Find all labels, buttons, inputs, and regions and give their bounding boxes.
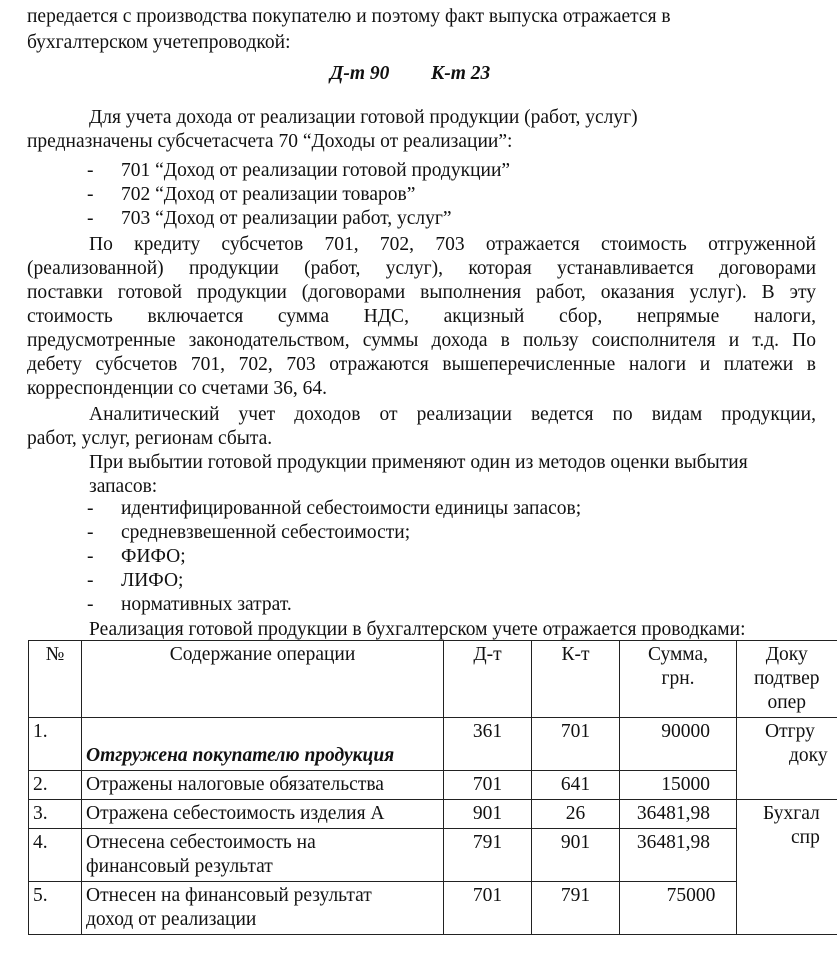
header-debit: Д-т — [444, 641, 532, 718]
para3-line: работ, услуг, регионам сбыта. — [27, 428, 273, 449]
entry-credit: К-т 23 — [431, 63, 491, 84]
header-credit: К-т — [532, 641, 620, 718]
row-num: 1. — [29, 718, 82, 771]
row-num: 5. — [29, 882, 82, 935]
row-document: Отгру доку — [737, 718, 837, 800]
table-row — [29, 829, 837, 882]
table-row — [29, 882, 837, 935]
row-num: 4. — [29, 829, 82, 882]
para2-line: предусмотренные законодательством, суммы дохода в пользу соисполнителя и т.д. По — [27, 330, 816, 351]
row-operation: Отражена себестоимость изделия А — [82, 800, 444, 829]
row-sum: 75000 — [620, 882, 737, 935]
list-item: - 703 “Доход от реализации работ, услуг” — [87, 208, 452, 229]
header-operation: Содержание операции — [82, 641, 444, 718]
para4-line: При выбытии готовой продукции применяют один из методов оценки выбытия — [89, 452, 748, 473]
row-sum: 15000 — [620, 771, 737, 800]
table-row — [29, 800, 837, 829]
row-debit: 701 — [444, 771, 532, 800]
row-debit: 901 — [444, 800, 532, 829]
row-credit: 701 — [532, 718, 620, 771]
para1-line-2: предназначены субсчетасчета 70 “Доходы от реализации”: — [27, 131, 513, 152]
row-document: Бухгал спр — [737, 800, 837, 935]
row-num: 2. — [29, 771, 82, 800]
header-document: Доку подтвер опер — [737, 641, 837, 718]
row-debit: 791 — [444, 829, 532, 882]
para4-line: запасов: — [89, 476, 158, 497]
row-sum: 36481,98 — [620, 829, 737, 882]
intro-line-1: передается с производства покупателю и поэтому факт выпуска отражается в — [27, 6, 671, 27]
row-operation: Отнесен на финансовый результат доход от реализации — [82, 882, 444, 935]
table-row — [29, 771, 837, 800]
row-debit: 361 — [444, 718, 532, 771]
row-credit: 791 — [532, 882, 620, 935]
para5-line: Реализация готовой продукции в бухгалтерском учете отражается проводками: — [89, 619, 746, 640]
para1-line-1: Для учета дохода от реализации готовой продукции (работ, услуг) — [89, 107, 638, 128]
list-item: - ФИФО; — [87, 546, 186, 567]
para3-line: Аналитический учет доходов от реализации ведется по видам продукции, — [89, 404, 816, 425]
header-sum: Сумма, грн. — [620, 641, 737, 718]
row-debit: 701 — [444, 882, 532, 935]
row-credit: 641 — [532, 771, 620, 800]
list-item: - идентифицированной себестоимости единицы запасов; — [87, 498, 582, 519]
entry-debit: Д-т 90 — [330, 63, 390, 84]
para2-line: дебету субсчетов 701, 702, 703 отражаются вышеперечисленные налоги и платежи в — [27, 354, 816, 375]
list-item: - 702 “Доход от реализации товаров” — [87, 184, 416, 205]
row-num: 3. — [29, 800, 82, 829]
para2-line: стоимость включается сумма НДС, акцизный сбор, непрямые налоги, — [27, 306, 816, 327]
row-operation: Отгружена покупателю продукция — [82, 718, 444, 771]
list-item: - нормативных затрат. — [87, 594, 292, 615]
para2-line: поставки готовой продукции (договорами выполнения работ, оказания услуг). В эту — [27, 282, 816, 303]
intro-line-2: бухгалтерском учетепроводкой: — [27, 32, 291, 53]
row-sum: 90000 — [620, 718, 737, 771]
para2-line: По кредиту субсчетов 701, 702, 703 отражается стоимость отгруженной — [89, 234, 816, 255]
row-operation: Отражены налоговые обязательства — [82, 771, 444, 800]
row-sum: 36481,98 — [620, 800, 737, 829]
header-num: № — [29, 641, 82, 718]
row-operation: Отнесена себестоимость на финансовый результат — [82, 829, 444, 882]
table-row — [29, 718, 837, 771]
table-header-row — [29, 641, 837, 718]
row-credit: 901 — [532, 829, 620, 882]
list-item: - 701 “Доход от реализации готовой продукции” — [87, 160, 511, 181]
postings-table — [28, 640, 837, 935]
list-item: - ЛИФО; — [87, 570, 184, 591]
list-item: - средневзвешенной себестоимости; — [87, 522, 411, 543]
para2-line: (реализованной) продукции (работ, услуг), которая устанавливается договорами — [27, 258, 816, 279]
row-credit: 26 — [532, 800, 620, 829]
para2-line: корреспонденции со счетами 36, 64. — [27, 378, 328, 399]
